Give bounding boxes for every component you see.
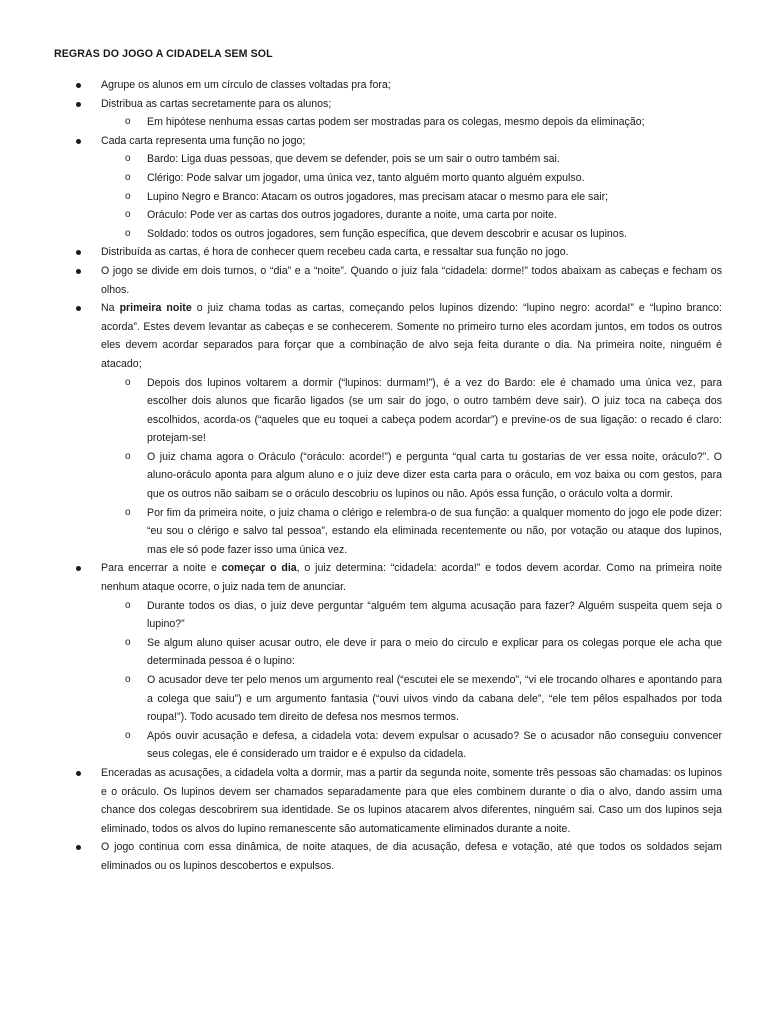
bullet-icon — [76, 83, 81, 88]
circle-bullet-icon: o — [125, 506, 131, 518]
circle-bullet-icon: o — [125, 376, 131, 388]
sub-rule-item — [0, 727, 768, 764]
sub-rule-text: O acusador deve ter pelo menos um argumento real (“escutei ele se mexendo”, “vi ele trocando olhares e apontando para a colega que saiu”) e um argumento fantasia (“ouvi uivos vindo da cabana dele”, “ele tem pêlos espalhados por toda roupa!”). Todo acusado tem direito de defesa nos mesmos termos. — [147, 674, 722, 724]
sub-rule-item — [0, 150, 768, 169]
rule-text: Enceradas as acusações, a cidadela volta a dormir, mas a partir da segunda noite, somente três pessoas são chamadas: os lupinos e o oráculo. Os lupinos devem ser chamados separadamente para que eles combinem durante o dia o alvo, dando assim uma chance dos colegas descobrirem sua identidade. Se os lupinos atacarem alvos diferentes, ninguém sai. Caso um dos lupinos seja eliminado, todos os alvos do lupino remanescente são automaticamente eliminados durante a noite. — [101, 766, 722, 835]
sub-rule-text: Clérigo: Pode salvar um jogador, uma única vez, tanto alguém morto quanto alguém expulso. — [147, 171, 585, 184]
rule-item — [0, 76, 768, 95]
rule-item — [0, 262, 768, 299]
bullet-icon — [76, 306, 81, 311]
sub-rule-text: Oráculo: Pode ver as cartas dos outros jogadores, durante a noite, uma carta por noite. — [147, 209, 557, 222]
circle-bullet-icon: o — [125, 171, 131, 183]
rule-text: o juiz chama todas as cartas, começando pelos lupinos dizendo: “lupino negro: acorda!” e “lupino branco: acorda”. Estes devem levantar as cabeças e se conhecerem. Somente no primeiro turno eles acordam juntos, em todos os outros eles devem acordar separados para forçar que a combinação de alvo seja feita durante o dia. Na primeira noite, ninguém é atacado; — [101, 302, 722, 370]
rule-item — [0, 243, 768, 262]
sub-rule-text: Por fim da primeira noite, o juiz chama o clérigo e relembra-o de sua função: a qualquer momento do jogo ele pode dizer: “eu sou o clérigo e salvo tal pessoa”, estando ela eliminada recentemente ou não, por votação ou ataque dos lupinos, mas ele só pode fazer isso uma única vez. — [147, 506, 722, 556]
rule-text: Para encerrar a noite e — [101, 562, 222, 575]
sub-rule-item — [0, 504, 768, 560]
rule-item — [0, 132, 768, 151]
sub-rule-text: O juiz chama agora o Oráculo (“oráculo: acorde!”) e pergunta “qual carta tu gostarias de ver essa noite, oráculo?”. O aluno-oráculo aponta para algum aluno e o juiz deve dizer esta carta para o oráculo, em voz baixa ou com gestos, para que os outros não saibam se o oráculo descobriu os lupinos ou não. Após essa função, o oráculo volta a dormir. — [147, 450, 722, 501]
sub-rule-text: Se algum aluno quiser acusar outro, ele deve ir para o meio do circulo e explicar para os colegas porque ele acha que determinada pessoa é o lupino: — [147, 636, 722, 668]
sub-rule-text: Em hipótese nenhuma essas cartas podem ser mostradas para os colegas, mesmo depois da eliminação; — [147, 116, 645, 129]
sub-rule-item — [0, 206, 768, 225]
rule-text: O jogo se divide em dois turnos, o “dia” e a “noite”. Quando o juiz fala “cidadela: dorme!” todos abaixam as cabeças e fecham os olhos. — [101, 264, 722, 296]
sub-rule-item — [0, 634, 768, 671]
circle-bullet-icon: o — [125, 209, 131, 221]
bullet-icon — [76, 566, 81, 571]
circle-bullet-icon: o — [125, 116, 131, 128]
circle-bullet-icon: o — [125, 674, 131, 685]
rule-text: O jogo continua com essa dinâmica, de noite ataques, de dia acusação, defesa e votação, até que todos os soldados sejam eliminados ou os lupinos descobertos e expulsos. — [101, 841, 722, 872]
sub-rule-item — [0, 671, 768, 727]
circle-bullet-icon: o — [125, 729, 131, 741]
rules-list — [0, 76, 768, 876]
sub-rule-text: Durante todos os dias, o juiz deve perguntar “alguém tem alguma acusação para fazer? Alguém suspeita quem seja o lupino?” — [147, 599, 722, 631]
rule-item — [0, 95, 768, 114]
bullet-icon — [76, 102, 81, 107]
sub-rule-text: Lupino Negro e Branco: Atacam os outros jogadores, mas precisam atacar o mesmo para ele sair; — [147, 190, 609, 203]
circle-bullet-icon: o — [125, 450, 131, 462]
sub-rule-item — [0, 225, 768, 244]
rule-item — [0, 299, 768, 373]
bullet-icon — [76, 269, 81, 274]
sub-rule-item — [0, 188, 768, 207]
bullet-icon — [76, 771, 81, 776]
sub-rule-text: Bardo: Liga duas pessoas, que devem se defender, pois se um sair o outro também sai. — [147, 153, 560, 166]
rule-item — [0, 838, 768, 875]
rule-emphasis: primeira noite — [119, 302, 192, 315]
rule-text: Distribuída as cartas, é hora de conhecer quem recebeu cada carta, e ressaltar sua função no jogo. — [101, 246, 569, 259]
circle-bullet-icon: o — [125, 153, 131, 165]
bullet-icon — [76, 845, 81, 850]
circle-bullet-icon: o — [125, 599, 131, 611]
rule-text: Agrupe os alunos em um círculo de classes voltadas pra fora; — [101, 79, 391, 91]
sub-rule-text: Soldado: todos os outros jogadores, sem função específica, que devem descobrir e acusar os lupinos. — [147, 227, 627, 240]
sub-rule-item — [0, 169, 768, 188]
circle-bullet-icon: o — [125, 227, 131, 239]
rule-text: Cada carta representa uma função no jogo; — [101, 134, 306, 147]
sub-rule-text: Depois dos lupinos voltarem a dormir (“lupinos: durmam!”), é a vez do Bardo: ele é chamado uma única vez, para escolher dois alunos que ficarão ligados (se um sair do jogo, o outro também deve sair). O juiz toca na cabeça dos escolhidos, acorda-os (“aqueles que eu toquei a cabeça podem acordar”) e previne-os de sua ligação: o recado é claro: protejam-se! — [147, 376, 722, 445]
rule-item — [0, 559, 768, 596]
rule-emphasis: começar o dia — [221, 562, 297, 575]
sub-rule-item — [0, 113, 768, 132]
circle-bullet-icon: o — [125, 190, 131, 202]
rule-item — [0, 764, 768, 838]
sub-rule-item — [0, 597, 768, 634]
rule-text: Na — [101, 302, 120, 315]
rule-text: , o juiz determina: “cidadela: acorda!” e todos devem acordar. Como na primeira noite nenhum ataque ocorre, o juiz nada tem de anunciar. — [101, 562, 723, 594]
bullet-icon — [76, 139, 81, 144]
circle-bullet-icon: o — [125, 636, 131, 648]
sub-rule-text: Após ouvir acusação e defesa, a cidadela vota: devem expulsar o acusado? Se o acusador não conseguiu convencer seus colegas, ele é considerado um traidor e é expulso da cidadela. — [147, 729, 722, 761]
sub-rule-item — [0, 448, 768, 504]
sub-rule-item — [0, 374, 768, 448]
rule-text: Distribua as cartas secretamente para os alunos; — [101, 97, 332, 110]
bullet-icon — [76, 250, 81, 255]
document-title: REGRAS DO JOGO A CIDADELA SEM SOL — [54, 48, 273, 60]
